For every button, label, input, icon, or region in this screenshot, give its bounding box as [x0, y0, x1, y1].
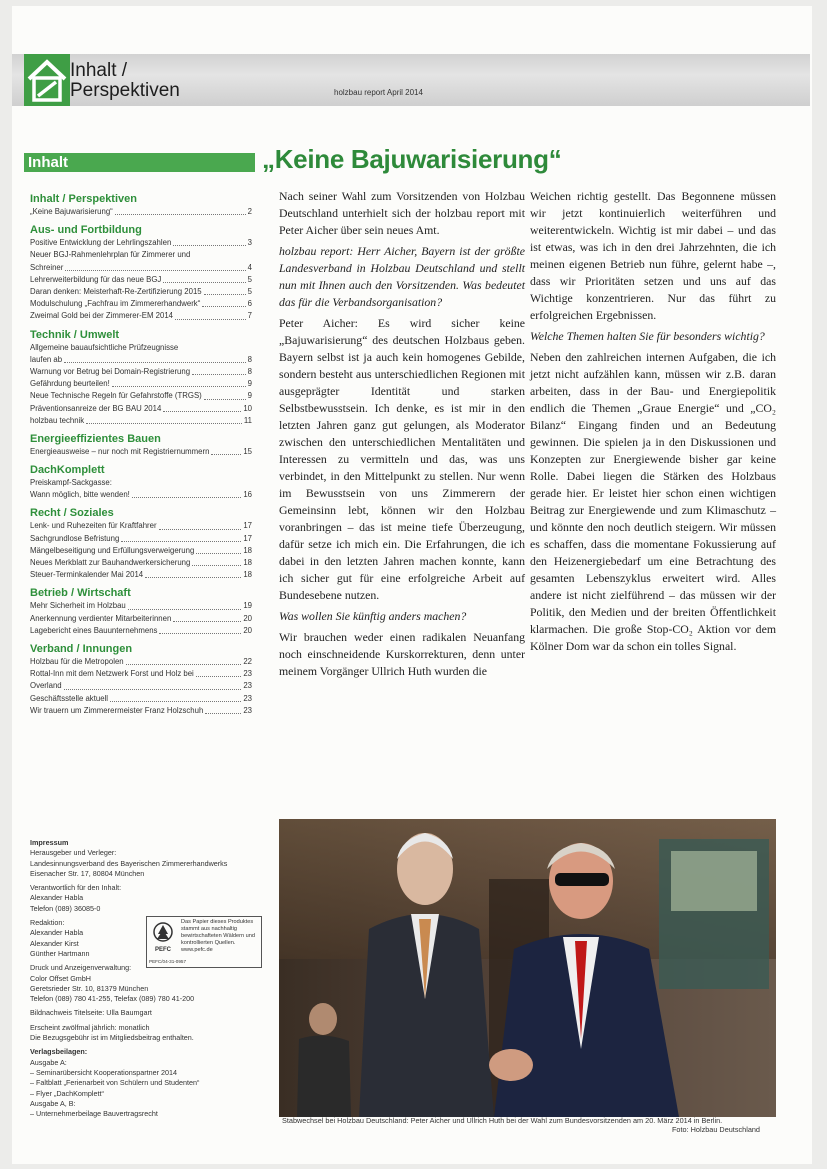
section-title	[70, 61, 180, 101]
pefc-code: PEFC/04-31-0957	[149, 959, 187, 964]
toc-leader-dots	[145, 569, 241, 578]
toc-item[interactable]	[30, 286, 252, 298]
toc-section-heading: Aus- und Fortbildung	[30, 224, 142, 237]
supplement-item: – Faltblatt „Ferienarbeit von Schülern und Studenten“	[30, 1078, 200, 1088]
toc-item[interactable]	[30, 237, 252, 249]
article-paragraph: Nach seiner Wahl zum Vorsitzenden von Holzbau Deutschland unterhielt sich der holzbau report mit Peter Aicher über sein neues Amt.	[279, 189, 525, 237]
toc-item-page: 5	[247, 274, 252, 284]
toc-item-title: Lenk- und Ruhezeiten für Kraftfahrer	[30, 521, 157, 531]
toc-item-title-cont: laufen ab	[30, 354, 63, 364]
toc-item[interactable]	[30, 378, 252, 390]
toc-leader-dots	[204, 286, 246, 295]
supplement-item: – Flyer „DachKomplett“	[30, 1088, 104, 1098]
toc-item-page: 17	[243, 521, 252, 531]
printer-line: Color Offset GmbH	[30, 973, 91, 983]
editor-name: Alexander Habla	[30, 928, 84, 938]
toc-item-title: Preiskampf-Sackgasse:	[30, 478, 112, 488]
toc-leader-dots	[159, 520, 242, 529]
toc-item-page: 16	[243, 490, 252, 500]
frequency-block	[30, 1023, 262, 1044]
toc-item-page: 23	[243, 681, 252, 691]
toc-item-title-cont: Schreiner	[30, 262, 64, 272]
toc-item-title: „Keine Bajuwarisierung“	[30, 207, 113, 216]
toc-item-title: Modulschulung „Fachfrau im Zimmererhandwerk“	[30, 299, 201, 309]
printer-line: Geretsrieder Str. 10, 81379 München	[30, 983, 149, 993]
section-title-line2: Perspektiven	[70, 80, 180, 101]
toc-item-title: Allgemeine bauaufsichtliche Prüfzeugnisse	[30, 342, 179, 352]
toc-item-page: 22	[243, 656, 252, 666]
toc-item-page: 23	[243, 669, 252, 679]
section-title-line1: Inhalt /	[70, 60, 128, 81]
toc-item[interactable]	[30, 342, 252, 366]
toc-item-page: 15	[243, 446, 252, 456]
toc-item-title: holzbau technik	[30, 415, 85, 425]
supplement-item: – Seminarübersicht Kooperationspartner 2014	[30, 1067, 178, 1077]
toc-leader-dots	[173, 237, 245, 246]
interview-question: holzbau report: Herr Aicher, Bayern ist der größte Landesverband in Holzbau Deutschland und stellt nun mit Ihnen auch den Vorsitzenden. Was bedeutet das für die Verbandsorganisation?	[279, 244, 525, 309]
toc-item[interactable]	[30, 249, 252, 273]
toc-item-title: Neues Merkblatt zur Bauhandwerkersicherung	[30, 558, 191, 568]
toc-leader-dots	[65, 262, 245, 271]
toc-item-title: Steuer-Terminkalender Mai 2014	[30, 570, 144, 580]
toc-section-heading: DachKomplett	[30, 464, 105, 477]
pefc-text: Das Papier dieses Produktes stammt aus nachhaltig bewirtschafteten Wäldern und kontrollierten Quellen.	[181, 919, 256, 946]
toc-item-page: 4	[247, 262, 252, 272]
supplements-heading: Verlagsbeilagen:	[30, 1047, 88, 1057]
article-paragraph: Weichen richtig gestellt. Das Begonnene müssen wir jetzt kontinuierlich weiterführen und weiterentwickeln. Wichtig ist mir dabei – und das ist etwas, was ich in den drei Jahrzehnten, die ich meinen eigenen Betrieb nun führe, gelernt habe –, dass wir Prioritäten setzen und uns auf das Wichtige konzentrieren. Nur das führt zu erfolgreichen Ergebnissen.	[530, 189, 776, 322]
toc-item-title: Warnung vor Betrug bei Domain-Registrierung	[30, 366, 191, 376]
toc-item[interactable]	[30, 533, 252, 545]
toc-leader-dots	[163, 403, 241, 412]
article-column-1	[279, 188, 525, 684]
printer-label: Druck und Anzeigenverwaltung:	[30, 963, 132, 973]
toc-item-page: 20	[243, 625, 252, 635]
supplement-text: Seminarübersicht Kooperationspartner 2014	[36, 1067, 178, 1077]
toc-item[interactable]	[30, 446, 252, 458]
toc-item-page: 5	[247, 286, 252, 296]
supplement-text: Faltblatt „Ferienarbeit von Schülern und Studenten“	[36, 1078, 200, 1088]
article-photo	[279, 819, 776, 1117]
publisher-block	[30, 848, 262, 879]
toc-item[interactable]	[30, 668, 252, 680]
toc-leader-dots	[192, 366, 246, 375]
toc-item-title: Wir trauern um Zimmerermeister Franz Holzschuh	[30, 705, 204, 715]
responsible-line: Telefon (089) 36085-0	[30, 903, 101, 913]
toc-item[interactable]	[30, 415, 252, 427]
publisher-line: Eisenacher Str. 17, 80804 München	[30, 868, 145, 878]
toc-item-page: 9	[247, 379, 252, 389]
toc-item[interactable]	[30, 656, 252, 668]
publication-line: holzbau report April 2014	[334, 88, 423, 97]
toc-leader-dots	[64, 680, 242, 689]
printer-line: Telefon (089) 780 41-255, Telefax (089) 780 41-200	[30, 994, 195, 1004]
toc-item-page: 6	[247, 299, 252, 309]
toc-leader-dots	[204, 390, 246, 399]
toc-leader-dots	[112, 378, 246, 387]
toc-leader-dots	[211, 446, 241, 455]
toc-item-page: 17	[243, 533, 252, 543]
toc-section-heading: Recht / Soziales	[30, 507, 114, 520]
toc-item[interactable]	[30, 613, 252, 625]
toc-item-title: Daran denken: Meisterhaft-Re-Zertifizierung 2015	[30, 286, 202, 296]
toc-item-page: 9	[247, 391, 252, 401]
edition-ab-label: Ausgabe A, B:	[30, 1098, 76, 1108]
toc-leader-dots	[86, 415, 242, 424]
toc-item[interactable]	[30, 310, 252, 322]
supplement-item: – Unternehmerbeilage Bauvertragsrecht	[30, 1109, 158, 1119]
toc-item[interactable]	[30, 477, 252, 501]
toc-leader-dots	[132, 489, 241, 498]
toc-section-heading: Energieeffizientes Bauen	[30, 432, 161, 445]
article-paragraph: Wir brauchen weder einen radikalen Neuanfang noch einschneidende Kurskorrekturen, denn unter meinem Vorgänger Ullrich Huth wurden die	[279, 630, 525, 678]
toc-item-page: 8	[247, 354, 252, 364]
toc-item-title: Holzbau für die Metropolen	[30, 656, 124, 666]
photo-credit: Foto: Holzbau Deutschland	[671, 1125, 760, 1134]
toc-leader-dots	[202, 298, 245, 307]
toc-leader-dots	[121, 533, 241, 542]
supplement-text: Flyer „DachKomplett“	[36, 1088, 104, 1098]
article-column-2	[530, 188, 776, 659]
toc-item[interactable]	[30, 625, 252, 637]
impressum	[30, 838, 262, 1119]
toc-item-title: Energieausweise – nur noch mit Registriernummern	[30, 446, 210, 456]
toc-item-title: Lehrerweiterbildung für das neue BGJ	[30, 274, 162, 284]
toc-item[interactable]	[30, 206, 252, 218]
toc-item-page: 10	[243, 403, 252, 413]
toc-item-title: Mehr Sicherheit im Holzbau	[30, 601, 126, 611]
toc-section-heading: Technik / Umwelt	[30, 328, 120, 341]
toc-item[interactable]	[30, 705, 252, 717]
toc-item-page: 18	[243, 558, 252, 568]
toc-leader-dots	[163, 274, 245, 283]
publisher-line: Landesinnungsverband des Bayerischen Zimmererhandwerks	[30, 858, 228, 868]
editor-name: Günther Hartmann	[30, 948, 90, 958]
toc-leader-dots	[196, 668, 242, 677]
toc-item-page: 18	[243, 545, 252, 555]
photo-credit-title: Bildnachweis Titelseite: Ulla Baumgart	[30, 1008, 152, 1018]
article-paragraph: Peter Aicher: Es wird sicher keine „Bajuwarisierung“ des deutschen Holzbaus geben. Bayern selbst ist ja auch kein homogenes Gebilde, sondern besteht aus unterschiedlichen Regionen mit ausgeprägter Identität und starken Selbstbewusstsein. Ich denke, es ist mir in den letzten Jahren ganz gut gelungen, als Moderator zwischen den unterschiedlichen Mentalitäten und Interessen zu vermitteln und das, was uns verbindet, in den Mittelpunkt zu stellen. Nur wenn im Bewusstsein von uns Zimmerern der Gemeinsinn lebt, können wir den Holzbau voranbringen – das ist meine tiefe Überzeugung, dafür setze ich mich ein. Die Erfahrungen, die ich dabei in den letzten Jahren machen konnte, kann ich sicher gut für eine erfolgreiche Arbeit auf Bundesebene nutzen.	[279, 316, 525, 602]
pefc-box	[146, 916, 262, 968]
responsible-line: Alexander Habla	[30, 893, 84, 903]
publisher-label: Herausgeber und Verleger:	[30, 848, 117, 858]
toc-item[interactable]	[30, 569, 252, 581]
toc-item[interactable]	[30, 366, 252, 378]
toc-item-title: Mängelbeseitigung und Erfüllungsverweigerung	[30, 545, 195, 555]
toc-leader-dots	[205, 705, 241, 714]
toc-item-title: Präventionsanreize der BG BAU 2014	[30, 403, 162, 413]
toc-item[interactable]	[30, 600, 252, 612]
article-paragraph: Neben den zahlreichen internen Aufgaben, die ich jetzt nicht aufzählen kann, müssen wir z.B. daran arbeiten, dass in der Bau- und Energiepolitik endlich die Themen „Graue Energie“ und „CO₂ Bilanz“ Eingang finden und an Bedeutung gewinnen. Die spielen ja in den Diskussionen und Konzepten zur Energiewende bisher gar keine Rolle. Dabei liegen die Stärken des Holzbaus gerade hier. Er leistet hier schon einen wichtigen Beitrag zur Energiewende und zum Klimaschutz – und könnte den noch deutlich steigern. Wir müssen es schaffen, dass die momentane Fokussierung auf den Heizenergiebedarf um eine Betrachtung des gesamten Lebenszyklus erweitert wird. Alles andere ist nicht zielführend – das müssen wir der Politik, den Medien und der breiten Öffentlichkeit klarmachen. Die große Stop-CO₂ Aktion vor dem Kölner Dom war da schon ein tolles Signal.	[530, 350, 776, 653]
toc-item-title: Rottal-Inn mit dem Netzwerk Forst und Holz bei	[30, 669, 194, 679]
table-of-contents	[30, 192, 252, 717]
article-headline: „Keine Bajuwarisierung“	[262, 144, 562, 174]
interview-question: Was wollen Sie künftig anders machen?	[279, 609, 467, 623]
toc-leader-dots	[110, 693, 241, 702]
edition-a-label: Ausgabe A:	[30, 1057, 67, 1067]
house-logo-icon	[24, 54, 70, 106]
toc-section-heading: Verband / Innungen	[30, 642, 133, 655]
responsible-label: Verantwortlich für den Inhalt:	[30, 883, 122, 893]
caption-text: Stabwechsel bei Holzbau Deutschland: Peter Aicher und Ullrich Huth bei der Wahl zum Bundesvorsitzenden am 20. März 2014 in Berlin.	[282, 1116, 723, 1125]
toc-item[interactable]	[30, 545, 252, 557]
toc-item-page: 20	[243, 613, 252, 623]
toc-item[interactable]	[30, 520, 252, 532]
toc-item-title: Positive Entwicklung der Lehrlingszahlen	[30, 238, 172, 248]
toc-item-title: Overland	[30, 681, 62, 691]
toc-item[interactable]	[30, 680, 252, 692]
toc-item-page: 23	[243, 693, 252, 703]
toc-leader-dots	[175, 310, 246, 319]
toc-item[interactable]	[30, 298, 252, 310]
toc-item-title: Zweimal Gold bei der Zimmerer-EM 2014	[30, 311, 173, 321]
toc-item[interactable]	[30, 557, 252, 569]
toc-item-title: Geschäftsstelle aktuell	[30, 693, 109, 703]
responsible-block	[30, 883, 262, 914]
toc-item-title: Anerkennung verdienter Mitarbeiterinnen	[30, 613, 172, 623]
editors-label: Redaktion:	[30, 918, 65, 928]
toc-leader-dots	[126, 656, 242, 665]
toc-item[interactable]	[30, 390, 252, 402]
toc-item-title: Neuer BGJ-Rahmenlehrplan für Zimmerer und	[30, 250, 191, 260]
toc-leader-dots	[128, 600, 242, 609]
toc-item-title: Gefährdung beurteilen!	[30, 379, 110, 389]
toc-item-page: 19	[243, 601, 252, 611]
toc-item-title: Neue Technische Regeln für Gefahrstoffe (TRGS)	[30, 391, 202, 401]
toc-section-heading: Betrieb / Wirtschaft	[30, 587, 131, 600]
fee-line: Die Bezugsgebühr ist im Mitgliedsbeitrag enthalten.	[30, 1033, 194, 1043]
toc-item[interactable]	[30, 403, 252, 415]
editor-name: Alexander Kirst	[30, 938, 79, 948]
toc-leader-dots	[64, 354, 246, 363]
toc-item-page: 7	[247, 311, 252, 321]
toc-item-page: 18	[243, 570, 252, 580]
toc-item[interactable]	[30, 274, 252, 286]
svg-text:PEFC: PEFC	[154, 947, 172, 953]
toc-leader-dots	[115, 206, 246, 215]
toc-item-page: 2	[247, 207, 252, 216]
toc-item-page: 11	[243, 415, 252, 425]
pefc-url: www.pefc.de	[181, 947, 213, 953]
toc-item-title-cont: Wann möglich, bitte wenden!	[30, 490, 130, 500]
toc-item-title: Lagebericht eines Bauunternehmens	[30, 625, 158, 635]
toc-section-heading: Inhalt / Perspektiven	[30, 193, 137, 205]
toc-item-page: 8	[247, 366, 252, 376]
toc-title: Inhalt	[24, 153, 255, 172]
frequency-line: Erscheint zwölfmal jährlich: monatlich	[30, 1022, 150, 1032]
printer-block	[30, 963, 262, 1004]
impressum-heading: Impressum	[30, 838, 69, 847]
toc-item-page: 3	[247, 238, 252, 248]
toc-leader-dots	[173, 613, 241, 622]
interview-question: Welche Themen halten Sie für besonders wichtig?	[530, 329, 765, 343]
supplement-text: Unternehmerbeilage Bauvertragsrecht	[36, 1109, 158, 1119]
toc-item-page: 23	[243, 705, 252, 715]
pefc-logo-icon	[149, 920, 177, 962]
toc-leader-dots	[192, 557, 241, 566]
toc-leader-dots	[196, 545, 241, 554]
photo-caption	[282, 1116, 762, 1134]
toc-item[interactable]	[30, 693, 252, 705]
toc-leader-dots	[159, 625, 241, 634]
toc-item-title: Sachgrundlose Befristung	[30, 533, 120, 543]
